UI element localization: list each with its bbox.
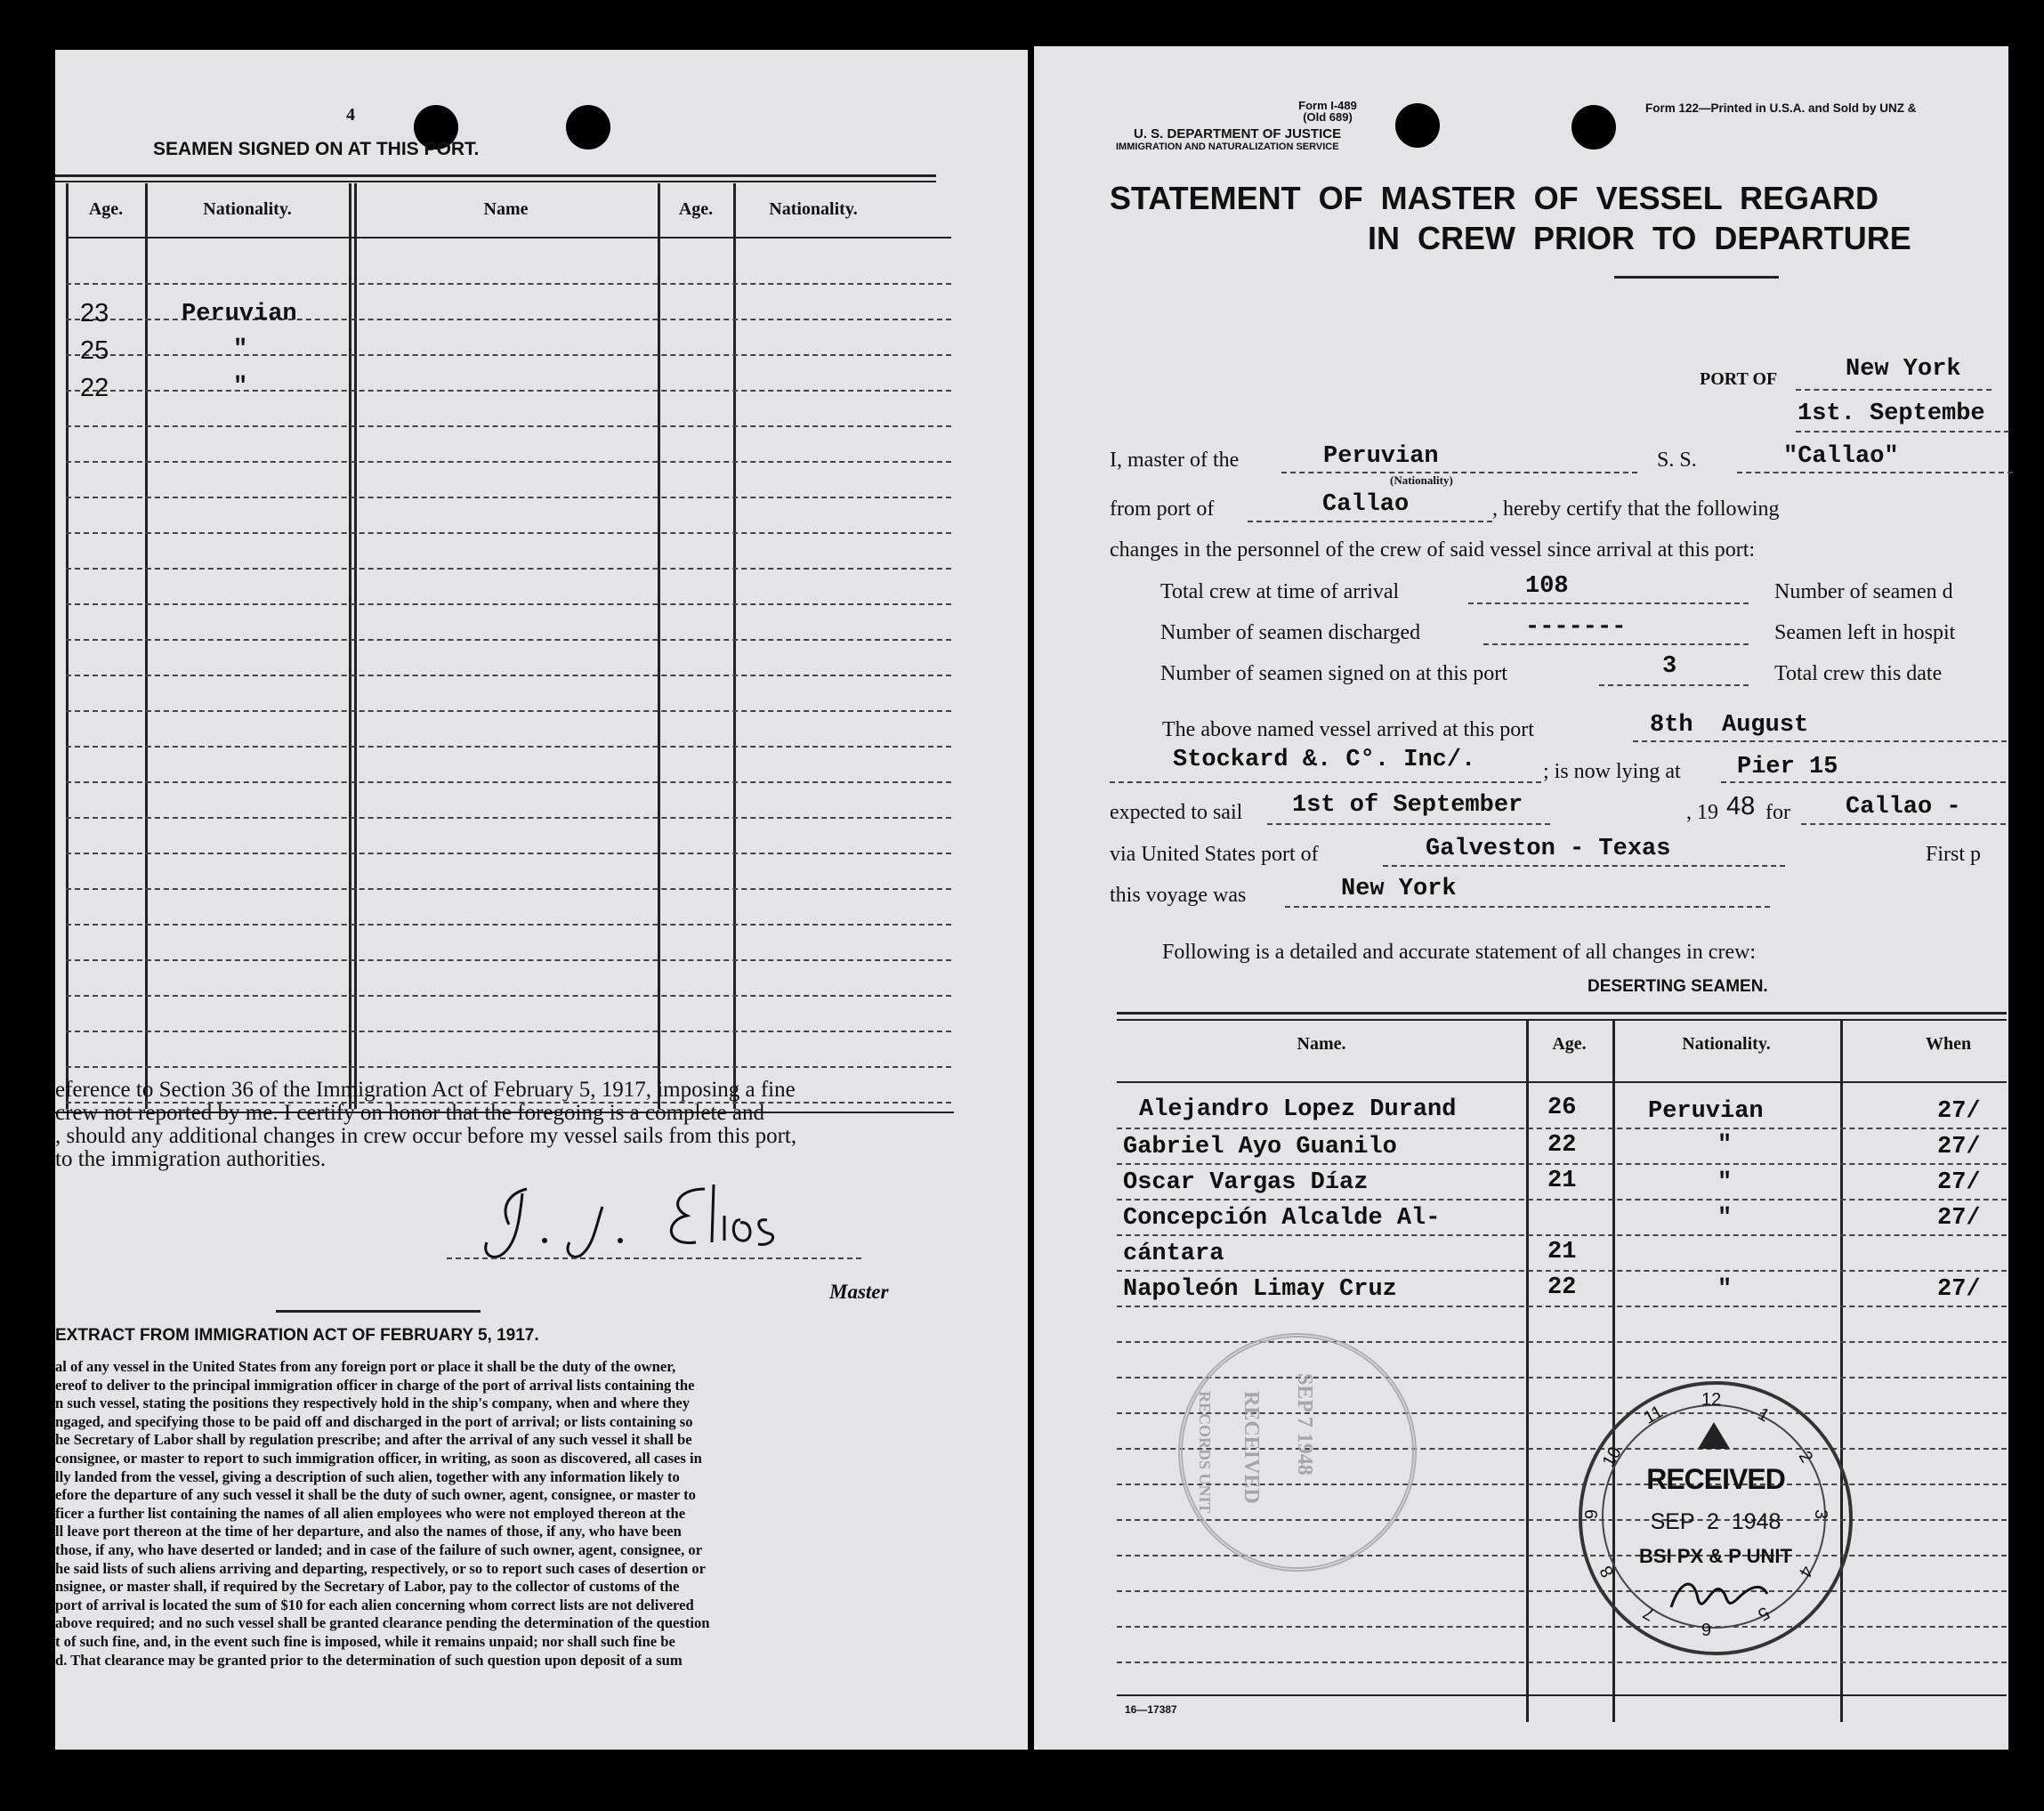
row-rule xyxy=(1117,1626,2007,1628)
field-line xyxy=(1633,740,2007,742)
form-title-line1: STATEMENT OF MASTER OF VESSEL REGARD xyxy=(1110,180,1879,216)
field-line xyxy=(1721,781,2006,783)
extract-line: ficer a further list containing the names of all alien employees who were not employed thereon at the xyxy=(55,1504,686,1522)
punch-hole xyxy=(1571,105,1616,150)
extract-line: he Secretary of Labor shall by regulation prescribe; and after the arrival of any such vessel it shall be xyxy=(55,1431,692,1449)
header-name: Name. xyxy=(1297,1034,1346,1054)
col-rule xyxy=(1840,1019,1843,1722)
faint-stamp-unit: RECORDS UNIT xyxy=(1196,1391,1214,1514)
row-rule xyxy=(66,354,951,356)
field-line xyxy=(1468,602,1749,604)
faint-stamp-date: SEP 7 1948 xyxy=(1293,1373,1316,1475)
row-rule xyxy=(66,568,951,570)
stamp-ring-number: 5 xyxy=(1754,1602,1773,1625)
row-rule xyxy=(66,497,951,498)
rule xyxy=(55,181,936,182)
row-rule xyxy=(1117,1128,2007,1129)
deserter-name: Gabriel Ayo Guanilo xyxy=(1123,1134,1397,1160)
certification-line: eference to Section 36 of the Immigration Act of February 5, 1917, imposing a fine xyxy=(55,1078,796,1102)
stamp-ring-number: 2 xyxy=(1794,1447,1817,1467)
extract-line: ngaged, and specifying those to be paid off and discharged in the port of arrival; or lists containing so xyxy=(55,1412,693,1430)
row-rule xyxy=(66,532,951,534)
rule xyxy=(1117,1019,2007,1021)
row-rule xyxy=(66,924,951,926)
master-signature xyxy=(447,1171,874,1278)
extract-line: d. That clearance may be granted prior to the determination of such question upon deposit of a sum xyxy=(55,1651,683,1669)
extract-line: ll leave port thereon at the time of her departure, and also the names of those, if any, who have been xyxy=(55,1523,682,1540)
deserter-when: 27/ xyxy=(1937,1098,1981,1125)
row-rule xyxy=(66,390,951,392)
row-rule xyxy=(1117,1199,2007,1201)
field-line xyxy=(1285,906,1770,908)
department: U. S. DEPARTMENT OF JUSTICE xyxy=(1134,126,1342,141)
stamp-ring-number: 7 xyxy=(1639,1602,1659,1625)
extract-line: nsignee, or master shall, if required by the Secretary of Labor, pay to the collector of customs of the xyxy=(55,1578,680,1596)
col-rule xyxy=(66,183,69,1109)
year-prefix: , 19 xyxy=(1686,801,1718,824)
right-page xyxy=(1034,46,2008,1750)
arrived-label: The above named vessel arrived at this port xyxy=(1162,718,1534,741)
col-rule xyxy=(354,183,357,1109)
extract-line: al of any vessel in the United States from any foreign port or place it shall be the duty of the owner, xyxy=(55,1358,676,1375)
extract-line: lly landed from the vessel, giving a description of such alien, together with any information likely to xyxy=(55,1467,680,1485)
col-rule xyxy=(1612,1019,1615,1722)
deserter-when: 27/ xyxy=(1937,1276,1981,1303)
stamp-ring-number: 4 xyxy=(1794,1562,1817,1581)
deserter-nationality: " xyxy=(1717,1169,1733,1196)
header-nationality: Nationality. xyxy=(1682,1034,1771,1054)
lying-value: Pier 15 xyxy=(1737,754,1838,780)
row-nationality: Peruvian xyxy=(182,301,297,327)
left-page xyxy=(55,50,1028,1750)
certification-line: , should any additional changes in crew occur before my vessel sails from this port, xyxy=(55,1124,797,1148)
row-rule xyxy=(66,995,951,997)
row-rule xyxy=(66,817,951,819)
col-rule xyxy=(1526,1019,1529,1722)
first-label: First p xyxy=(1926,843,1982,866)
row-rule xyxy=(1117,1661,2007,1663)
from-port-label: from port of xyxy=(1110,497,1215,521)
col-rule xyxy=(658,183,660,1109)
voyage-value: New York xyxy=(1341,876,1457,902)
for-label: for xyxy=(1765,801,1790,824)
stamp-initials xyxy=(1662,1572,1778,1616)
extract-line: port of arrival is located the sum of $10 for each alien concerning whom correct lists are not delivered xyxy=(55,1596,694,1613)
field-line xyxy=(1796,431,2009,433)
row-rule xyxy=(66,1066,951,1068)
rule xyxy=(1117,1012,2007,1015)
row-age: 23 xyxy=(80,299,109,327)
deserter-name: Alejandro Lopez Durand xyxy=(1139,1096,1457,1123)
field-line xyxy=(1267,823,1550,825)
col-rule xyxy=(349,183,351,1109)
stamp-ring-number: 6 xyxy=(1701,1619,1712,1638)
row-rule xyxy=(66,1031,951,1032)
row-rule xyxy=(66,853,951,854)
rule xyxy=(55,174,936,177)
punch-hole xyxy=(1395,103,1440,148)
stamp-title: RECEIVED xyxy=(1646,1463,1785,1495)
header-age: Age. xyxy=(88,199,124,219)
stamp-date: SEP 2 1948 xyxy=(1650,1509,1781,1534)
footer-code: 16—17387 xyxy=(1125,1703,1177,1716)
certification-line: crew not reported by me. I certify on honor that the foregoing is a complete and xyxy=(55,1101,764,1125)
punch-hole xyxy=(566,105,610,150)
for-value: Callao - xyxy=(1846,794,1961,821)
extract-body xyxy=(55,1358,981,1670)
row-rule xyxy=(66,710,951,712)
extract-line: t of such fine, and, in the event such fine is imposed, while it remains unpaid; nor shall such fine be xyxy=(55,1632,675,1650)
header-age-2: Age. xyxy=(678,199,714,219)
date-value: 1st. Septembe xyxy=(1798,400,1985,427)
row-nationality: " xyxy=(233,374,248,400)
header-rule xyxy=(1117,1081,2007,1083)
row-rule xyxy=(66,639,951,641)
deserter-name: cántara xyxy=(1123,1241,1224,1267)
row-rule xyxy=(1117,1270,2007,1272)
sail-value: 1st of September xyxy=(1292,792,1523,819)
from-port-value: Callao xyxy=(1322,491,1410,518)
extract-title: EXTRACT FROM IMMIGRATION ACT OF FEBRUARY 5, 1917. xyxy=(55,1326,539,1345)
extract-line: those, if any, who have deserted or landed; and in case of the failure of such owner, agent, consignee, or xyxy=(55,1540,703,1558)
faint-stamp-title: RECEIVED xyxy=(1240,1391,1263,1504)
field-line xyxy=(1248,521,1492,522)
via-value: Galveston - Texas xyxy=(1426,836,1671,862)
certify-text: , hereby certify that the following xyxy=(1492,497,1780,521)
rule xyxy=(276,1310,481,1313)
extract-line: efore the departure of any such vessel it shall be the duty of such owner, agent, consignee, or master to xyxy=(55,1486,696,1504)
header-name: Name xyxy=(483,199,529,219)
year-value: 48 xyxy=(1726,792,1756,821)
rule xyxy=(1614,276,1779,279)
deserting-title: DESERTING SEAMEN. xyxy=(1588,977,1768,996)
header-nationality: Nationality. xyxy=(203,199,292,219)
stamp-ring-number: 11 xyxy=(1640,1402,1667,1428)
deserter-age: 26 xyxy=(1547,1095,1577,1121)
extract-line: n such vessel, stating the positions they respectively hold in the ship's company, when and where they xyxy=(55,1395,690,1412)
section-title: SEAMEN SIGNED ON AT THIS PORT. xyxy=(153,139,480,159)
col-rule xyxy=(145,183,148,1109)
stamp-ring-number: 1 xyxy=(1754,1403,1773,1427)
stamp-ring-number: 12 xyxy=(1701,1390,1722,1410)
field-line xyxy=(1483,643,1749,645)
row-rule xyxy=(1117,1306,2007,1307)
faint-received-stamp xyxy=(1178,1333,1417,1572)
voyage-label: this voyage was xyxy=(1110,884,1247,907)
deserter-age: 21 xyxy=(1547,1239,1577,1265)
row-nationality: " xyxy=(233,336,248,363)
total-date-label: Total crew this date xyxy=(1774,662,1943,685)
row-rule xyxy=(1117,1590,2007,1592)
row-age: 25 xyxy=(80,336,109,365)
table-bottom-rule xyxy=(1117,1694,2007,1696)
master-nationality: Peruvian xyxy=(1323,443,1439,470)
stamp-ring-number: 9 xyxy=(1582,1508,1603,1520)
stamp-ring-number: 8 xyxy=(1596,1562,1619,1581)
header-when: When xyxy=(1926,1034,1972,1054)
lying-label: ; is now lying at xyxy=(1543,760,1681,783)
discharged-label: Number of seamen discharged xyxy=(1160,621,1421,644)
row-rule xyxy=(66,781,951,783)
port-value: New York xyxy=(1846,356,1961,383)
deserter-nationality: " xyxy=(1717,1205,1733,1232)
field-line xyxy=(1796,389,1991,391)
master-label: I, master of the xyxy=(1110,449,1240,472)
hospital-label: Seamen left in hospit xyxy=(1774,621,1956,644)
row-rule xyxy=(66,746,951,748)
row-rule xyxy=(1117,1163,2007,1165)
certification-line: to the immigration authorities. xyxy=(55,1147,327,1171)
header-age: Age. xyxy=(1552,1034,1587,1054)
header-nationality-2: Nationality. xyxy=(769,199,858,219)
extract-line: consignee, or master to report to such immigration officer, in writing, as soon as discovered, all cases in xyxy=(55,1449,702,1467)
sail-label: expected to sail xyxy=(1110,801,1243,824)
signature-label: Master xyxy=(829,1281,889,1303)
printer-note: Form 122—Printed in U.S.A. and Sold by UNZ & xyxy=(1645,101,1917,115)
row-rule xyxy=(1117,1234,2007,1236)
nationality-caption: (Nationality) xyxy=(1390,473,1453,487)
deserter-when: 27/ xyxy=(1937,1134,1981,1160)
via-label: via United States port of xyxy=(1110,843,1319,866)
row-rule xyxy=(66,959,951,961)
signed-on-value: 3 xyxy=(1662,653,1677,680)
signed-on-label: Number of seamen signed on at this port xyxy=(1160,662,1507,685)
service: IMMIGRATION AND NATURALIZATION SERVICE xyxy=(1116,141,1339,152)
extract-line: he said lists of such aliens arriving and departing, respectively, or so to report such cases of desertion or xyxy=(55,1559,707,1577)
deserter-nationality: Peruvian xyxy=(1648,1098,1764,1125)
form-old-number: (Old 689) xyxy=(1303,110,1353,124)
deserter-age: 22 xyxy=(1547,1274,1577,1301)
deserter-when: 27/ xyxy=(1937,1169,1981,1196)
deserter-name: Oscar Vargas Díaz xyxy=(1123,1169,1369,1196)
stamp-ring-number: 3 xyxy=(1811,1508,1831,1520)
row-rule xyxy=(66,425,951,427)
form-number: Form I-489 xyxy=(1298,99,1357,112)
extract-line: above required; and no such vessel shall be granted clearance pending the determination of the question xyxy=(55,1614,710,1632)
field-line xyxy=(1383,865,1785,867)
deserted-label: Number of seamen d xyxy=(1774,580,1953,603)
discharged-value: ------- xyxy=(1525,614,1627,641)
deserter-age: 22 xyxy=(1547,1132,1577,1159)
ss-label: S. S. xyxy=(1657,449,1697,472)
agent-value: Stockard &. C°. Inc/. xyxy=(1173,747,1476,773)
received-stamp xyxy=(1579,1381,1853,1655)
deserter-when: 27/ xyxy=(1937,1205,1981,1232)
extract-line: ereof to deliver to the principal immigration officer in charge of the port of arrival lists containing the xyxy=(55,1376,695,1394)
following-text: Following is a detailed and accurate statement of all changes in crew: xyxy=(1162,941,1757,964)
row-age: 22 xyxy=(80,374,109,402)
total-crew-label: Total crew at time of arrival xyxy=(1160,580,1400,603)
total-crew-value: 108 xyxy=(1525,573,1569,600)
deserter-nationality: " xyxy=(1717,1132,1733,1159)
form-title-line2: IN CREW PRIOR TO DEPARTURE xyxy=(1368,220,1911,256)
arrived-value: 8th August xyxy=(1650,712,1809,739)
page-number: 4 xyxy=(346,105,355,125)
ship-name: "Callao" xyxy=(1783,443,1899,470)
row-rule xyxy=(66,675,951,676)
row-rule xyxy=(66,283,951,285)
col-rule xyxy=(733,183,736,1109)
field-line xyxy=(1737,472,2013,473)
field-line xyxy=(1801,823,2006,825)
header-rule xyxy=(66,237,951,239)
row-rule xyxy=(66,603,951,605)
field-line xyxy=(1281,472,1637,473)
row-rule xyxy=(66,888,951,890)
field-line xyxy=(1110,781,1541,783)
port-label: PORT OF xyxy=(1700,369,1778,389)
stamp-unit: BSI PX & P UNIT xyxy=(1639,1545,1792,1567)
deserter-nationality: " xyxy=(1717,1276,1733,1303)
field-line xyxy=(1599,684,1749,686)
deserter-name: Napoleón Limay Cruz xyxy=(1123,1276,1397,1303)
changes-text: changes in the personnel of the crew of said vessel since arrival at this port: xyxy=(1110,538,1756,562)
triangle-icon xyxy=(1696,1420,1732,1451)
row-rule xyxy=(66,461,951,463)
certification-text xyxy=(55,1079,981,1171)
deserter-age: 21 xyxy=(1547,1168,1577,1194)
deserter-name: Concepción Alcalde Al- xyxy=(1123,1205,1441,1232)
stamp-ring-number: 10 xyxy=(1598,1443,1626,1471)
